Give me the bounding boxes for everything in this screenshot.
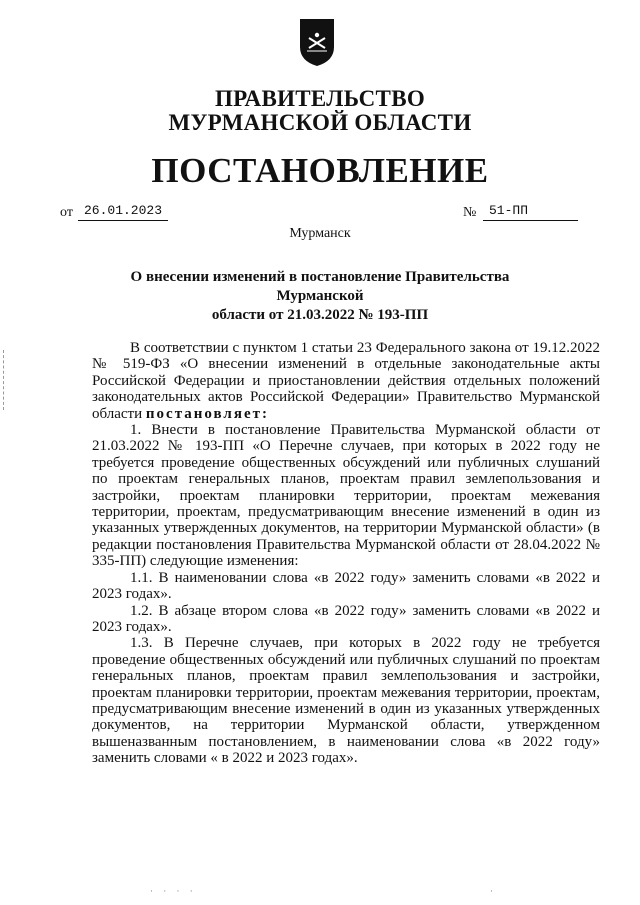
government-title-line1: ПРАВИТЕЛЬСТВО (214, 86, 426, 111)
coat-of-arms-icon (298, 17, 336, 67)
paragraph-item-1-1: 1.1. В наименовании слова «в 2022 году» заменить словами «в 2022 и 2023 годах». (92, 569, 600, 603)
document-body (92, 340, 600, 767)
resolves-keyword: постановляет: (145, 405, 269, 422)
scan-artifact-dot: · (490, 886, 497, 896)
document-type-title: ПОСТАНОВЛЕНИЕ (151, 151, 489, 190)
paragraph-item-1-2: 1.2. В абзаце втором слова «в 2022 году» заменить словами «в 2022 и 2023 годах». (92, 602, 600, 635)
document-number: 51-ПП (483, 203, 578, 221)
paragraph-preamble (92, 340, 600, 422)
scan-artifact-dots: · · · · (150, 886, 197, 896)
government-title-line2: МУРМАНСКОЙ ОБЛАСТИ (168, 110, 472, 135)
number-prefix: № (463, 205, 477, 220)
scan-margin-mark (3, 350, 5, 410)
date-prefix: от (60, 205, 73, 220)
subject-line1: О внесении изменений в постановление Правительства Мурманской (130, 269, 510, 304)
document-subject (100, 268, 540, 325)
preamble-text: В соответствии с пунктом 1 статьи 23 Федерального закона от 19.12.2022 № 519-ФЗ «О внесении изменений в отдельные законодательные акты Российской Федерации и приостановлении действия отдельных положений законодательных актов Российской Федерации» Правительство Мурманской области (92, 340, 600, 422)
paragraph-item-1-3: 1.3. В Перечне случаев, при которых в 2022 году не требуется проведение общественных обсуждений или публичных слушаний по проектам генеральных планов, проектам правил землепользования и застройки, проектам планировки территории, проектам межевания территории, проектам, предусматривающим внесение изменений в один из указанных утвержденных документов, на территории Мурманской области, утвержденном вышеназванным постановлением, в наименовании слова «в 2022 году» заменить словами « в 2022 и 2023 годах». (92, 635, 600, 767)
subject-line2: области от 21.03.2022 № 193-ПП (211, 307, 429, 323)
city-name: Мурманск (289, 226, 351, 241)
document-date: 26.01.2023 (78, 203, 168, 221)
paragraph-item-1: 1. Внести в постановление Правительства Мурманской области от 21.03.2022 № 193-ПП «О Перечне случаев, при которых в 2022 году не требуется проведение общественных обсуждений или публичных слушаний по проектам генеральных планов, проектам правил землепользования и застройки, проектам планировки территории, проектам межевания территории, проектам, предусматривающим внесение изменений в один из указанных утвержденных документов, на территории Мурманской области» (в редакции постановления Правительства Мурманской области от 28.04.2022 № 335-ПП) следующие изменения: (92, 422, 600, 570)
